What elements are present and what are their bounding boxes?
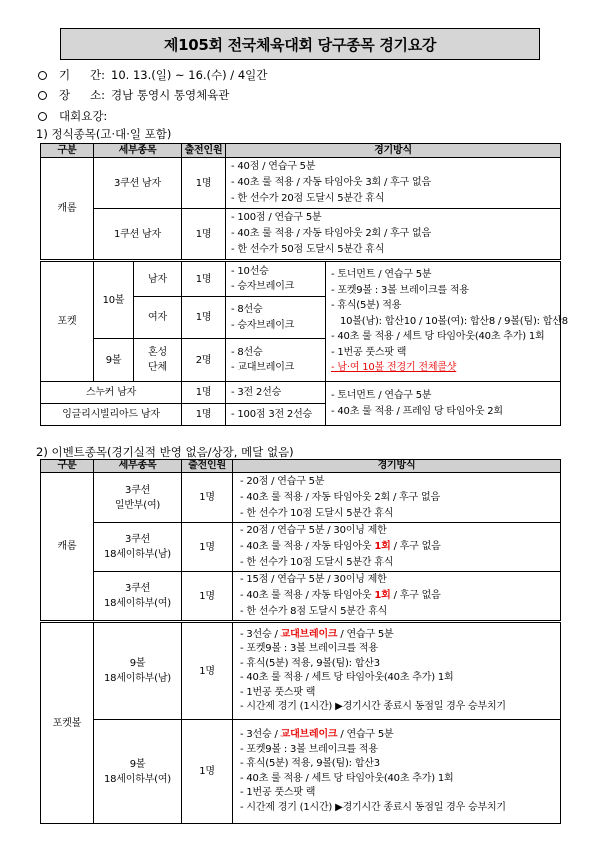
- rule-line: - 8선승: [231, 304, 263, 315]
- division-cell: [134, 339, 182, 382]
- rule-line: - 휴식(5분) 적용, 9볼(팀): 합산3: [240, 758, 380, 769]
- rule-line: - 토너먼트 / 연습구 5분: [331, 390, 432, 401]
- category-cell-carom: 캐롬: [41, 473, 94, 622]
- rule-highlight: - 남·여 10볼 전경기 전체콜샷: [331, 362, 457, 374]
- header-event: 세부종목: [94, 460, 182, 473]
- rule-line: - 10선승: [231, 265, 269, 277]
- format-cell: [233, 572, 561, 622]
- rule-line: - 교대브레이크: [231, 362, 295, 373]
- rule-text: / 연습구 5분: [340, 729, 394, 740]
- rule-line: - 포켓9볼 : 3볼 브레이크를 적용: [240, 743, 378, 755]
- info-value: 10. 13.(일) ~ 16.(수) / 4일간: [111, 68, 268, 82]
- rule-line: - 20점 / 연습구 5분: [240, 475, 325, 487]
- entries-cell: 1명: [182, 382, 226, 404]
- event-line: 3쿠션: [124, 583, 151, 594]
- rule-text: - 40초 룰 적용 / 자동 타임아웃: [240, 541, 372, 552]
- rule-line: - 40초 룰 적용 / 자동 타임아웃 2회 / 후구 없음: [240, 491, 440, 503]
- format-cell: [233, 720, 561, 824]
- rule-line: - 한 선수가 50점 도달시 5분간 휴식: [231, 244, 385, 255]
- event-line: 18세이하부(남): [103, 549, 172, 560]
- header-category: 구분: [41, 144, 94, 158]
- entries-cell: 1명: [182, 297, 226, 339]
- format-cell: [226, 339, 326, 382]
- info-label: 장 소:: [59, 88, 105, 102]
- event-cell: [94, 622, 182, 720]
- category-cell-pocket: 포켓: [41, 261, 94, 382]
- table-row: [41, 473, 561, 523]
- format-cell: [226, 382, 326, 404]
- info-period: [36, 66, 267, 84]
- event-line: 18세이하부(남): [103, 673, 172, 684]
- section-heading-regular: 1) 정식종목(고·대·일 포함): [36, 127, 172, 141]
- event-line: 일반부(여): [114, 499, 161, 511]
- header-category: 구분: [41, 460, 94, 473]
- division-cell: 남자: [134, 261, 182, 297]
- rule-line: - 휴식(5분) 적용: [331, 300, 402, 312]
- division-line: 단체: [148, 362, 167, 373]
- format-cell: [226, 297, 326, 339]
- emphasis-text: 1회: [374, 541, 391, 552]
- info-guidelines: [36, 107, 113, 125]
- emphasis-text: 교대브레이크: [280, 729, 338, 740]
- header-entries: 출전인원: [182, 144, 226, 158]
- rule-text: / 후구 없음: [393, 541, 441, 552]
- event-line: 9볼: [129, 758, 146, 770]
- rule-line: - 한 선수가 10점 도달시 5분간 휴식: [240, 507, 394, 519]
- regular-events-table: [40, 143, 568, 426]
- header-format: 경기방식: [233, 460, 561, 473]
- table-row: [41, 720, 561, 824]
- emphasis-text: 1회: [374, 590, 391, 601]
- rule-line: - 시간제 경기 (1시간) ▶경기시간 종료시 동점일 경우 승부치기: [240, 801, 506, 813]
- format-cell: [226, 404, 326, 426]
- rule-line: - 40초 룰 적용 / 세트 당 타임아웃(40초 추가) 1회: [240, 772, 454, 784]
- entries-cell: 1명: [182, 158, 226, 209]
- event-cell: 잉글리시빌리아드 남자: [41, 404, 182, 426]
- entries-cell: 1명: [182, 523, 233, 572]
- format-cell: [233, 523, 561, 572]
- entries-cell: 1명: [182, 572, 233, 622]
- rule-line: - 100점 / 연습구 5분: [231, 212, 322, 223]
- format-cell: [233, 473, 561, 523]
- rule-text: / 후구 없음: [393, 590, 441, 601]
- shared-format-cell: [326, 261, 568, 382]
- rule-line: - 휴식(5분) 적용, 9볼(팀): 합산3: [240, 657, 380, 669]
- table-row: [41, 622, 561, 720]
- rule-line: [240, 728, 560, 743]
- rule-line: - 40초 룰 적용 / 세트 당 타임아웃(40초 추가) 1회: [240, 672, 454, 683]
- event-line: 9볼: [129, 658, 146, 669]
- table-row: [41, 158, 561, 209]
- info-venue: [36, 86, 229, 104]
- event-cell: 1쿠션 남자: [94, 209, 182, 261]
- format-cell: [226, 158, 561, 209]
- rule-line: - 토너먼트 / 연습구 5분: [331, 269, 432, 281]
- rule-line: - 40초 룰 적용 / 프레임 당 타임아웃 2회: [331, 405, 503, 417]
- rule-line: 10볼(남): 합산10 / 10볼(여): 합산8 / 9볼(팀): 합산8: [340, 315, 568, 327]
- table-header-row: [41, 144, 561, 158]
- entries-cell: 1명: [182, 720, 233, 824]
- rule-line: - 1번공 풋스팟 랙: [240, 787, 316, 798]
- info-value: 경남 통영시 통영체육관: [111, 88, 230, 102]
- rule-line: - 1번공 풋스팟 랙: [240, 686, 316, 698]
- circle-bullet-icon: [38, 71, 47, 80]
- event-line: 18세이하부(여): [103, 773, 172, 785]
- rule-text: - 40초 룰 적용 / 자동 타임아웃: [240, 590, 372, 601]
- event-cell: [94, 572, 182, 622]
- category-cell-pocketball: 포켓볼: [41, 622, 94, 824]
- table-row: [41, 523, 561, 572]
- entries-cell: 2명: [182, 339, 226, 382]
- info-label: 기 간:: [59, 68, 105, 82]
- rule-line: - 20점 / 연습구 5분 / 30이닝 제한: [240, 525, 387, 536]
- rule-line: - 시간제 경기 (1시간) ▶경기시간 종료시 동점일 경우 승부치기: [240, 701, 506, 712]
- event-cell: [94, 720, 182, 824]
- format-cell: [226, 261, 326, 297]
- header-format: 경기방식: [226, 144, 561, 158]
- category-cell-carom: 캐롬: [41, 158, 94, 261]
- rule-line: - 포켓9볼 : 3볼 브레이크를 적용: [240, 643, 378, 654]
- rule-line: - 승자브레이크: [231, 281, 295, 292]
- table-row: [41, 209, 561, 261]
- rule-line: - 40초 룰 적용 / 자동 타임아웃 3회 / 후구 없음: [231, 177, 431, 188]
- header-entries: 출전인원: [182, 460, 233, 473]
- rule-text: / 연습구 5분: [340, 628, 394, 640]
- event-cell: [94, 473, 182, 523]
- entries-cell: 1명: [182, 261, 226, 297]
- rule-line: - 8선승: [231, 346, 263, 358]
- rule-line: - 한 선수가 8점 도달시 5분간 휴식: [240, 606, 388, 617]
- rule-line: [240, 539, 560, 555]
- shared-format-cell: [326, 382, 561, 426]
- emphasis-text: 교대브레이크: [280, 628, 338, 640]
- division-line: 혼성: [148, 347, 167, 358]
- table-row: [41, 261, 561, 297]
- event-cell: 3쿠션 남자: [94, 158, 182, 209]
- rule-line: - 3전 2선승: [231, 386, 282, 398]
- rule-line: - 1번공 풋스팟 랙: [331, 346, 407, 358]
- rule-line: - 100점 3전 2선승: [231, 408, 312, 420]
- event-cell: [94, 523, 182, 572]
- info-label: 대회요강:: [59, 109, 108, 123]
- event-cell: 스누커 남자: [41, 382, 182, 404]
- event-line: 3쿠션: [124, 534, 151, 545]
- document-title: 제105회 전국체육대회 당구종목 경기요강: [60, 28, 540, 60]
- circle-bullet-icon: [38, 91, 47, 100]
- game-cell-10ball: 10볼: [94, 261, 134, 339]
- rule-line: - 한 선수가 10점 도달시 5분간 휴식: [240, 557, 394, 568]
- rule-line: - 승자브레이크: [231, 319, 295, 331]
- section-heading-exhibition: 2) 이벤트종목(경기실적 반영 없음/상장, 메달 없음): [36, 445, 294, 459]
- rule-line: - 포켓9볼 : 3볼 브레이크를 적용: [331, 284, 469, 296]
- rule-line: [240, 628, 560, 643]
- game-cell-9ball: 9볼: [94, 339, 134, 382]
- event-line: 18세이하부(여): [103, 598, 172, 609]
- table-row: [41, 572, 561, 622]
- exhibition-events-table: [40, 459, 561, 824]
- header-event: 세부종목: [94, 144, 182, 158]
- rule-text: - 3선승 /: [240, 729, 278, 740]
- format-cell: [226, 209, 561, 261]
- division-cell: 여자: [134, 297, 182, 339]
- table-row: [41, 382, 561, 404]
- circle-bullet-icon: [38, 112, 47, 121]
- rule-line: - 한 선수가 20점 도달시 5분간 휴식: [231, 193, 385, 204]
- rule-line: - 40초 룰 적용 / 자동 타임아웃 2회 / 후구 없음: [231, 228, 431, 239]
- entries-cell: 1명: [182, 473, 233, 523]
- rule-line: - 40초 룰 적용 / 세트 당 타임아웃(40초 추가) 1회: [331, 331, 545, 343]
- rule-text: - 3선승 /: [240, 628, 278, 640]
- entries-cell: 1명: [182, 404, 226, 426]
- event-line: 3쿠션: [124, 484, 151, 496]
- entries-cell: 1명: [182, 622, 233, 720]
- rule-line: - 40점 / 연습구 5분: [231, 161, 316, 172]
- rule-line: [240, 588, 560, 604]
- table-header-row: [41, 460, 561, 473]
- format-cell: [233, 622, 561, 720]
- entries-cell: 1명: [182, 209, 226, 261]
- rule-line: - 15점 / 연습구 5분 / 30이닝 제한: [240, 574, 387, 585]
